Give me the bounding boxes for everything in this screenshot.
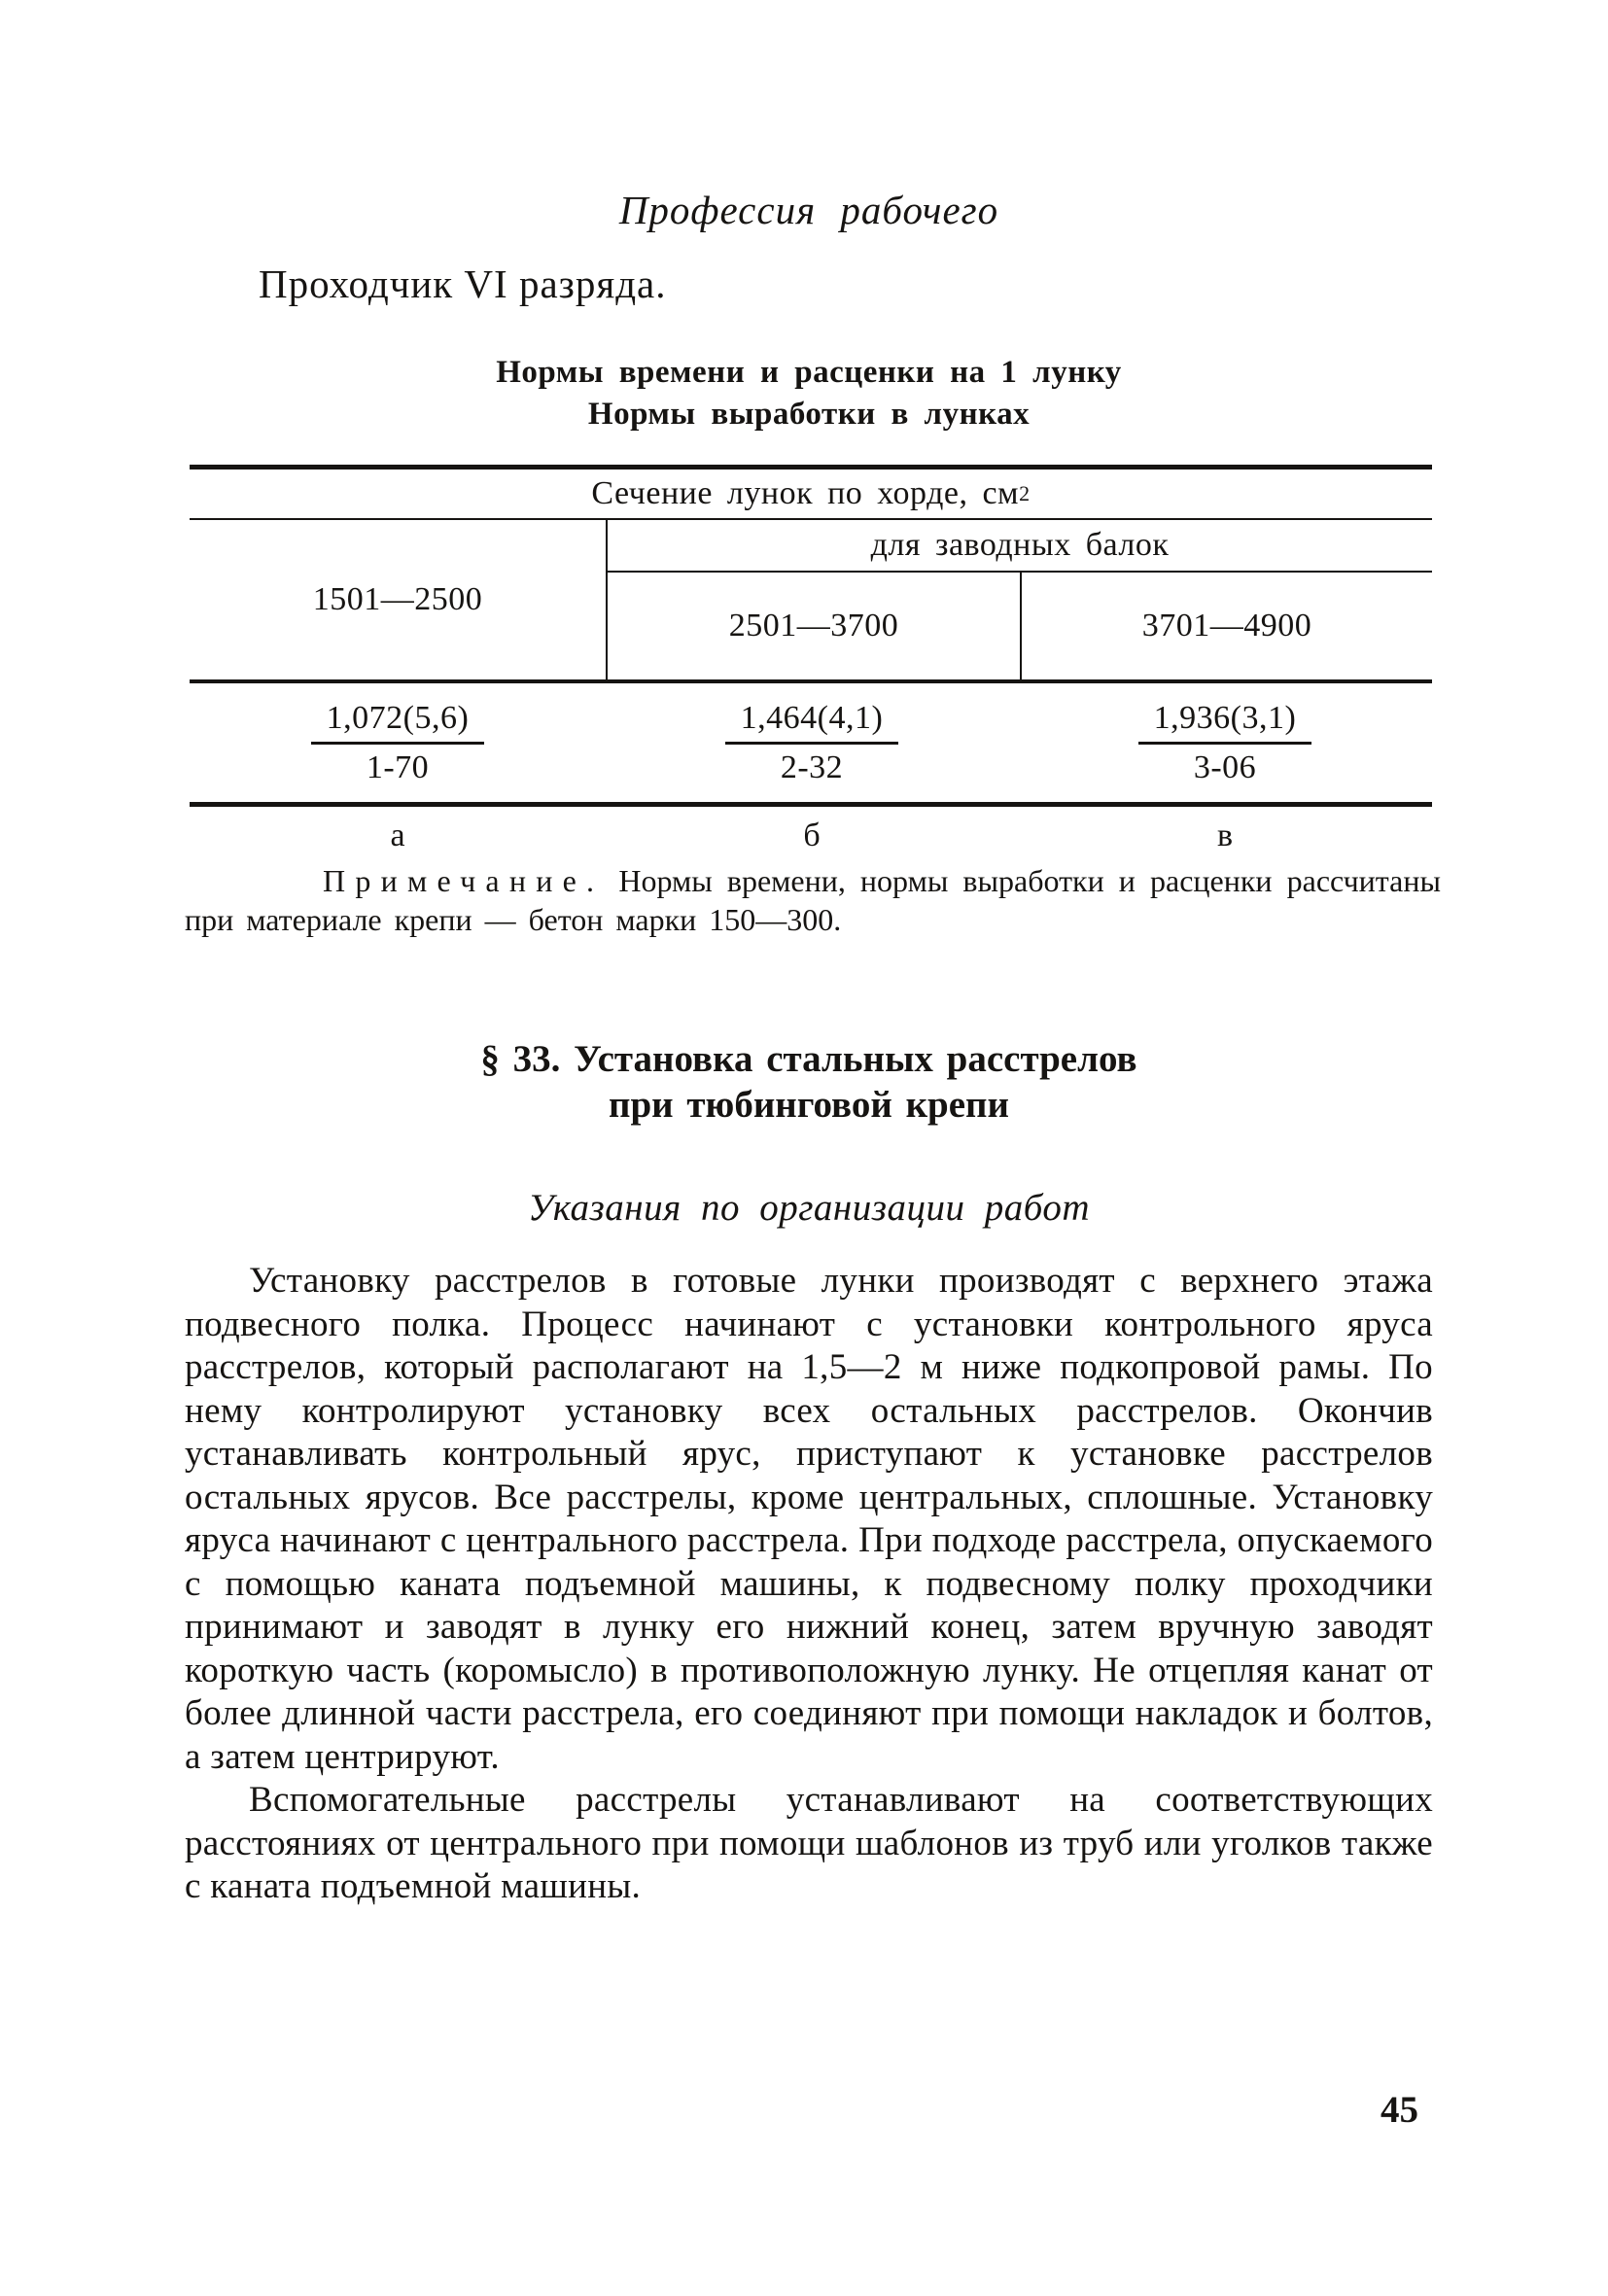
rate-denominator: 2-32 xyxy=(780,748,844,785)
note-label: Примечание. xyxy=(323,863,605,898)
rate-denominator: 3-06 xyxy=(1193,748,1257,785)
table-cell xyxy=(190,683,606,802)
section-subheading: Указания по организации работ xyxy=(527,1187,1091,1229)
column-letters-row xyxy=(190,817,1432,855)
section-heading-line2: при тюбинговой крепи xyxy=(609,1084,1009,1126)
paragraph: Установку расстрелов в готовые лунки производят с верхнего этажа подвесного полка. Процесс начинают с установки контрольного яруса расстрелов, который располагают на 1,5—2 м ниже подкопровой рамы. По нему контролируют установку всех остальных расстрелов. Окончив устанавливать контрольный ярус, приступают к установке расстрелов остальных ярусов. Все расстрелы, кроме центральных, сплошные. Установку яруса начинают с центрального расстрела. При подходе расстрела, опускаемого с помощью каната подъемной машины, к подвесному полку проходчики принимают и заводят в лунку его нижний конец, затем вручную заводят короткую часть (коромысло) в противоположную лунку. Не отцепляя канат от более длинной части расстрела, его соединяют при помощи накладок и болтов, а затем центрируют. xyxy=(185,1261,1433,1777)
span-header-text: Сечение лунок по хорде, см xyxy=(591,475,1020,511)
section-heading xyxy=(185,1036,1433,1128)
col-header-right: 3701—4900 xyxy=(1020,573,1432,679)
norm-fraction xyxy=(311,700,485,786)
table-header-row xyxy=(190,520,1432,679)
table-cell xyxy=(1018,683,1432,802)
norm-numerator: 1,072(5,6) xyxy=(311,700,485,745)
col-header-left: 1501—2500 xyxy=(312,581,483,617)
norms-table xyxy=(190,465,1432,807)
group-header: для заводных балок xyxy=(608,520,1432,573)
norm-numerator: 1,464(4,1) xyxy=(725,700,899,745)
table-note xyxy=(185,861,1441,939)
paragraph: Вспомогательные расстрелы устанавливают на соответствующих расстояниях от центрального при помощи шаблонов из труб или уголков также с каната подъемной машины. xyxy=(185,1780,1433,1906)
column-letter-c: в xyxy=(1216,818,1234,853)
table-title-line1: Нормы времени и расценки на 1 лунку xyxy=(496,355,1122,390)
column-letter-a: а xyxy=(390,818,405,853)
rate-denominator: 1-70 xyxy=(366,748,430,785)
section-heading-line1: § 33. Установка стальных расстрелов xyxy=(480,1038,1137,1080)
body-text xyxy=(185,1260,1433,1909)
profession-heading: Профессия рабочего xyxy=(618,188,999,232)
note-text: Нормы времени, нормы выработки и расценки рассчитаны при материале крепи — бетон марки 150—300. xyxy=(185,863,1442,937)
column-letter-b: б xyxy=(803,818,821,853)
table-span-header: Сечение лунок по хорде, см 2 xyxy=(190,470,1432,520)
norm-fraction xyxy=(1138,700,1312,786)
profession-value: Проходчик VI разряда. xyxy=(259,261,667,306)
norm-numerator: 1,936(3,1) xyxy=(1138,700,1312,745)
table-cell xyxy=(606,683,1018,802)
table-data-row xyxy=(190,679,1432,802)
table-right-group xyxy=(606,520,1432,679)
table-subheader-row xyxy=(608,573,1432,679)
col-header-mid: 2501—3700 xyxy=(728,608,899,644)
page-number: 45 xyxy=(1381,2089,1418,2131)
table-title xyxy=(185,352,1433,435)
table-title-line2: Нормы выработки в лунках xyxy=(587,397,1031,432)
norm-fraction xyxy=(725,700,899,786)
